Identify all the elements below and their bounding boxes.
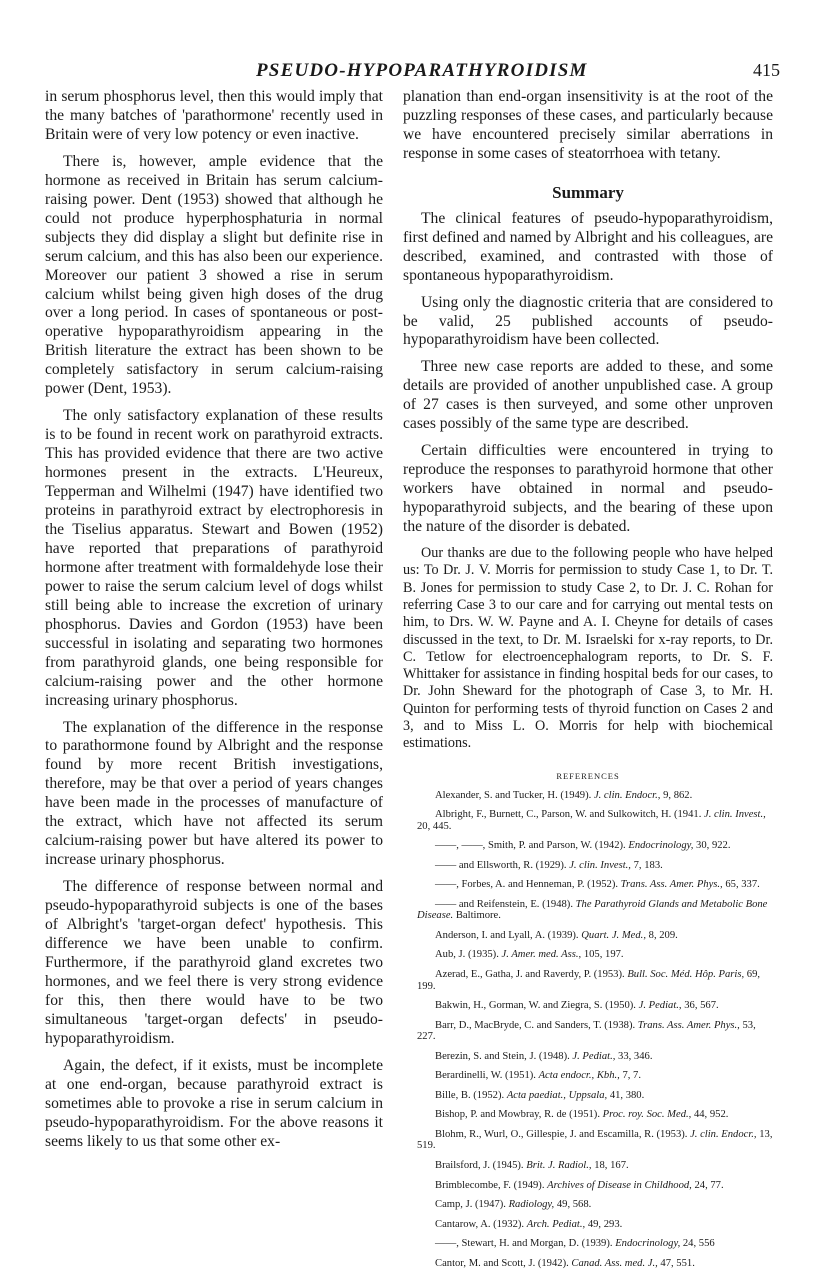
reference-journal: Trans. Ass. Amer. Phys., bbox=[620, 879, 723, 891]
reference-authors: Bille, B. (1952). bbox=[435, 1089, 505, 1101]
reference-authors: Barr, D., MacBryde, C. and Sanders, T. (1938). bbox=[435, 1019, 636, 1031]
reference-entry bbox=[403, 1180, 773, 1192]
summary-paragraph: Three new case reports are added to these, and some details are provided of another unpublished case. A group of 27 cases is then surveyed, and some other unproven cases possibly of the same type are described. bbox=[403, 358, 773, 433]
reference-citation: 105, 197. bbox=[583, 949, 624, 961]
reference-entry bbox=[403, 969, 773, 992]
reference-authors: ——, ——, Smith, P. and Parson, W. (1942). bbox=[435, 840, 626, 852]
reference-entry bbox=[403, 1129, 773, 1152]
paragraph: planation than end-organ insensitivity is at the root of the puzzling responses of these cases, and particularly because we have encountered precisely similar aberrations in response in some cases of steatorrhoea with tetany. bbox=[403, 88, 773, 162]
reference-authors: Aub, J. (1935). bbox=[435, 949, 499, 961]
reference-citation: 24, 77. bbox=[694, 1179, 724, 1191]
reference-citation: 36, 567. bbox=[684, 1000, 719, 1012]
reference-authors: Anderson, I. and Lyall, A. (1939). bbox=[435, 929, 579, 941]
paragraph: The difference of response between normal and pseudo-hypoparathyroid subjects is one of the bases of Albright's 'target-organ defect' hypothesis. This difference we have been unable to confirm. Furthermore, if the parathyroid gland excretes two hormones, and we feel there is very strong evidence for this, then there would have to be two simultaneous 'target-organ defects' in pseudo-hypoparathyroidism. bbox=[45, 878, 383, 1047]
reference-entry bbox=[403, 1238, 773, 1250]
reference-citation: 44, 952. bbox=[693, 1109, 729, 1121]
reference-entry bbox=[403, 809, 773, 832]
reference-authors: Albright, F., Burnett, C., Parson, W. and Sulkowitch, H. (1941. bbox=[435, 809, 702, 821]
paragraph: The explanation of the difference in the response to parathormone found by Albright and the response found by more recent British investigations, therefore, may be that over a period of years changes have been made in the processes of manufacture of the extract, which have not affected its serum calcium-raising power but have altered its power to increase urinary phosphorus. bbox=[45, 718, 383, 869]
summary-paragraph: The clinical features of pseudo-hypoparathyroidism, first defined and named by Albright and his colleagues, are described, examined, and contrasted with those of spontaneous hypoparathyroidism. bbox=[403, 209, 773, 284]
reference-citation: 41, 380. bbox=[609, 1089, 645, 1101]
reference-entry bbox=[403, 1020, 773, 1043]
reference-citation: 24, 556 bbox=[682, 1238, 715, 1250]
reference-entry bbox=[403, 1051, 773, 1063]
reference-journal: Quart. J. Med., bbox=[581, 929, 646, 941]
reference-authors: Berardinelli, W. (1951). bbox=[435, 1070, 536, 1082]
reference-authors: Brailsford, J. (1945). bbox=[435, 1160, 524, 1172]
reference-authors: Blohm, R., Wurl, O., Gillespie, J. and Escamilla, R. (1953). bbox=[435, 1128, 688, 1140]
reference-citation: 65, 337. bbox=[725, 879, 760, 891]
reference-citation: 69, 199. bbox=[417, 969, 761, 992]
paragraph: Again, the defect, if it exists, must be incomplete at one end-organ, because parathyroid extract is sometimes able to provoke a rise in serum calcium in pseudo-hypoparathyroidism. For the above reasons it seems likely to us that some other ex- bbox=[45, 1056, 383, 1150]
reference-entry bbox=[403, 1109, 773, 1121]
reference-citation: 7, 183. bbox=[633, 859, 663, 871]
reference-journal: Radiology, bbox=[508, 1199, 555, 1211]
summary-heading: Summary bbox=[552, 182, 624, 202]
reference-citation: Baltimore. bbox=[455, 910, 501, 922]
reference-authors: Azerad, E., Gatha, J. and Raverdy, P. (1953). bbox=[435, 969, 625, 980]
paragraph: The only satisfactory explanation of these results is to be found in recent work on parathyroid extracts. This has provided evidence that there are two active hormones present in the extracts. L'Heureux, Tepperman and Wilhelmi (1947) have identified two proteins in parathyroid extract by electrophoresis in the Tiselius apparatus. Stewart and Bowen (1952) have reported that preparations of parathyroid hormone after treatment with formaldehyde lose their power to raise the serum calcium level of dogs whilst still being able to increase the excretion of urinary phosphorus. Davies and Gordon (1953) have been successful in isolating and separating two hormones from parathyroid glands, one being responsible for calcium-raising power and the other hormone increasing urinary phosphorus. bbox=[45, 407, 383, 709]
reference-citation: 8, 209. bbox=[648, 929, 678, 941]
reference-journal: Brit. J. Radiol., bbox=[526, 1160, 592, 1172]
reference-journal: J. clin. Endocr., bbox=[593, 789, 661, 801]
reference-authors: ——, Forbes, A. and Henneman, P. (1952). bbox=[435, 879, 619, 891]
reference-entry bbox=[403, 1070, 773, 1082]
reference-entry bbox=[403, 1090, 773, 1102]
right-column bbox=[403, 88, 773, 1277]
reference-journal: Bull. Soc. Méd. Hôp. Paris, bbox=[627, 969, 745, 980]
reference-citation: 30, 922. bbox=[696, 840, 731, 852]
page-number: 415 bbox=[753, 60, 780, 80]
reference-authors: Berezin, S. and Stein, J. (1948). bbox=[435, 1050, 570, 1062]
summary-paragraph: Certain difficulties were encountered in trying to reproduce the responses to parathyroid hormone that other workers have obtained in normal and pseudo-hypoparathyroid subjects, and the bearing of these upon the nature of the disorder is debated. bbox=[403, 442, 773, 536]
summary-paragraph: Using only the diagnostic criteria that are considered to be valid, 25 published accounts of pseudo-hypoparathyroidism have been collected. bbox=[403, 293, 773, 349]
reference-journal: Trans. Ass. Amer. Phys., bbox=[637, 1019, 740, 1031]
reference-authors: Bakwin, H., Gorman, W. and Ziegra, S. (1950). bbox=[435, 1000, 636, 1012]
reference-journal: J. clin. Invest., bbox=[704, 809, 766, 821]
reference-journal: Endocrinology, bbox=[628, 840, 694, 852]
reference-authors: ——, Stewart, H. and Morgan, D. (1939). bbox=[435, 1238, 613, 1250]
reference-entry bbox=[403, 1199, 773, 1211]
reference-journal: The Parathyroid Glands and Metabolic Bone Disease. bbox=[417, 898, 768, 922]
reference-entry bbox=[403, 1258, 773, 1270]
acknowledgements: Our thanks are due to the following people who have helped us: To Dr. J. V. Morris for permission to study Case 1, to Dr. T. B. Jones for permission to study Case 2, to Dr. J. C. Rohan for referring Case 3 to our care and for carrying out mental tests on him, to Drs. W. W. Payne and A. I. Cheyne for details of cases discussed in the text, to Dr. M. Israelski for x-ray reports, to Dr. C. Tetlow for electroencephalogram reports, to Dr. S. F. Whittaker for assistance in finding hospital beds for our cases, to Dr. John Sheward for the photograph of Case 3, to Mr. H. Quinton for performing tests of thyroid function on Cases 2 and 3, and to Miss L. O. Morris for help with biochemical estimations. bbox=[403, 545, 773, 752]
reference-entry bbox=[403, 860, 773, 872]
reference-authors: Alexander, S. and Tucker, H. (1949). bbox=[435, 789, 592, 801]
reference-authors: Cantarow, A. (1932). bbox=[435, 1218, 525, 1230]
left-column bbox=[45, 88, 383, 1159]
reference-entry bbox=[403, 790, 773, 802]
reference-citation: 53, 227. bbox=[417, 1019, 756, 1043]
reference-authors: —— and Ellsworth, R. (1929). bbox=[435, 859, 567, 871]
reference-entry bbox=[403, 930, 773, 942]
reference-journal: J. Pediat., bbox=[638, 1000, 682, 1012]
reference-entry bbox=[403, 1219, 773, 1231]
reference-authors: —— and Reifenstein, E. (1948). bbox=[435, 898, 573, 910]
paragraph: in serum phosphorus level, then this would imply that the many batches of 'parathormone' recently used in Britain were of very low potency or even inactive. bbox=[45, 88, 383, 143]
reference-journal: Acta paediat., Uppsala, bbox=[506, 1089, 608, 1101]
reference-entry bbox=[403, 1160, 773, 1172]
page-header bbox=[30, 60, 780, 84]
reference-entry bbox=[403, 879, 773, 891]
reference-entry bbox=[403, 949, 773, 961]
reference-authors: Camp, J. (1947). bbox=[435, 1199, 506, 1211]
reference-journal: J. clin. Invest., bbox=[569, 859, 631, 871]
reference-journal: Arch. Pediat., bbox=[526, 1218, 586, 1230]
reference-journal: Endocrinology, bbox=[615, 1238, 681, 1250]
reference-authors: Brimblecombe, F. (1949). bbox=[435, 1179, 545, 1191]
reference-journal: J. clin. Endocr., bbox=[690, 1128, 757, 1140]
reference-citation: 33, 346. bbox=[618, 1050, 653, 1062]
reference-citation: 49, 293. bbox=[587, 1218, 623, 1230]
reference-authors: Bishop, P. and Mowbray, R. de (1951). bbox=[435, 1109, 600, 1121]
reference-journal: Archives of Disease in Childhood, bbox=[547, 1179, 692, 1191]
reference-citation: 20, 445. bbox=[417, 820, 452, 832]
reference-citation: 47, 551. bbox=[660, 1257, 695, 1269]
reference-citation: 13, 519. bbox=[417, 1128, 773, 1152]
reference-journal: Canad. Ass. med. J., bbox=[571, 1257, 658, 1269]
reference-citation: 49, 568. bbox=[556, 1199, 592, 1211]
reference-list bbox=[403, 790, 773, 1270]
reference-citation: 18, 167. bbox=[594, 1160, 629, 1172]
reference-journal: Acta endocr., Kbh., bbox=[538, 1070, 620, 1082]
reference-journal: J. Amer. med. Ass., bbox=[501, 949, 582, 961]
reference-journal: J. Pediat., bbox=[572, 1050, 616, 1062]
reference-entry bbox=[403, 899, 773, 922]
reference-entry bbox=[403, 1000, 773, 1012]
reference-citation: 9, 862. bbox=[663, 789, 693, 801]
reference-entry bbox=[403, 840, 773, 852]
reference-journal: Proc. roy. Soc. Med., bbox=[602, 1109, 692, 1121]
reference-authors: Cantor, M. and Scott, J. (1942). bbox=[435, 1257, 569, 1269]
paragraph: There is, however, ample evidence that the hormone as received in Britain has serum calcium-raising power. Dent (1953) showed that although he could not produce hyperphosphaturia in normal subjects they did display a slight but definite rise in serum calcium, and this has also been our experience. Moreover our patient 3 showed a rise in serum calcium whilst being given high doses of the drug over a long period. In cases of spontaneous or post-operative hypoparathyroidism appearing in the British literature the extract has been shown to be completely satisfactory in serum calcium-raising power (Dent, 1953). bbox=[45, 152, 383, 398]
reference-citation: 7, 7. bbox=[622, 1070, 641, 1082]
references-heading: REFERENCES bbox=[556, 770, 620, 781]
running-title: PSEUDO-HYPOPARATHYROIDISM bbox=[256, 60, 588, 81]
